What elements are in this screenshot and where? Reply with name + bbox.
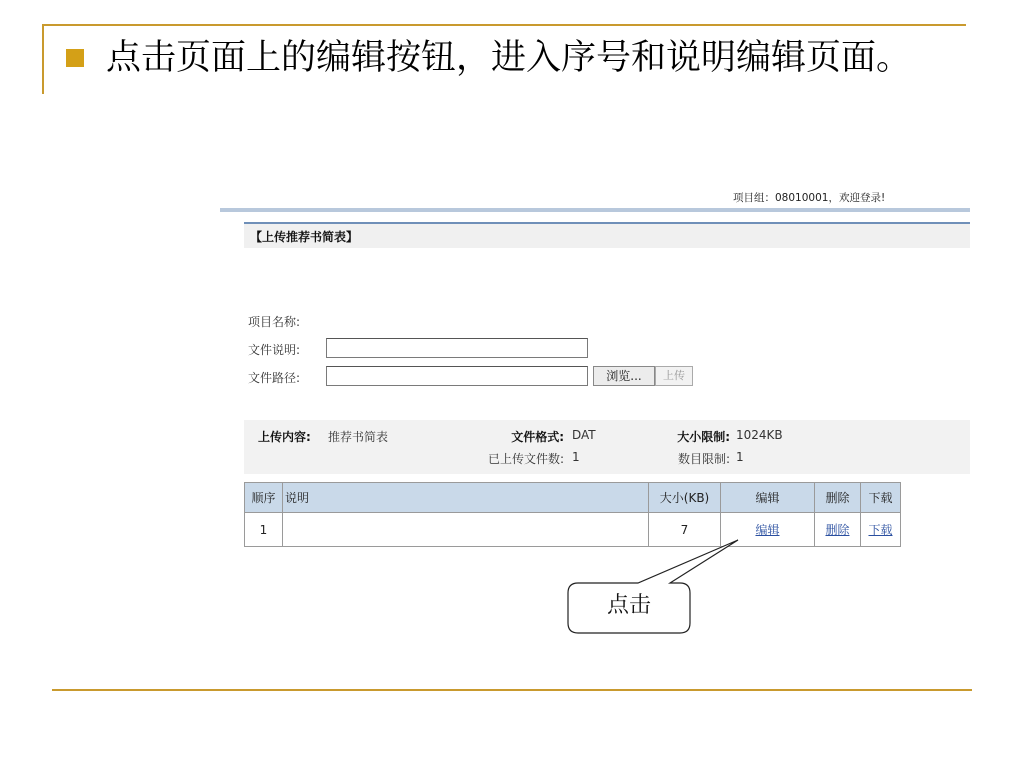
section-title: 【上传推荐书简表】 — [250, 230, 359, 244]
format-label: 文件格式: — [511, 430, 564, 444]
uploaded-count-value: 1 — [572, 450, 580, 464]
content-value: 推荐书简表 — [328, 430, 389, 444]
col-edit-header: 编辑 — [721, 483, 815, 513]
col-download-header: 下载 — [861, 483, 901, 513]
col-size-header: 大小(KB) — [649, 483, 721, 513]
project-name-label: 项目名称: — [248, 315, 301, 329]
col-order-header: 顺序 — [245, 483, 283, 513]
callout-text: 点击 — [606, 593, 651, 618]
count-limit-label: 数目限制: — [677, 452, 730, 466]
delete-link[interactable]: 删除 — [825, 523, 850, 537]
col-delete-header: 删除 — [815, 483, 861, 513]
path-label: 文件路径: — [248, 371, 301, 385]
format-value: DAT — [572, 428, 596, 442]
browse-button[interactable]: 浏览... — [593, 366, 655, 386]
size-limit-label: 大小限制: — [677, 430, 730, 444]
col-description-header: 说明 — [283, 483, 649, 513]
row-size: 7 — [649, 513, 721, 547]
welcome-message: 项目组：08010001，欢迎登录! — [733, 192, 886, 204]
edit-link[interactable]: 编辑 — [755, 523, 780, 537]
count-limit-value: 1 — [736, 450, 744, 464]
content-label: 上传内容: — [258, 430, 311, 444]
download-link[interactable]: 下载 — [868, 523, 893, 537]
size-limit-value: 1024KB — [736, 428, 783, 442]
upload-button[interactable]: 上传 — [655, 366, 693, 386]
row-order: 1 — [245, 513, 283, 547]
uploaded-count-label: 已上传文件数: — [487, 452, 564, 466]
description-label: 文件说明: — [248, 343, 301, 357]
slide-title: 点击页面上的编辑按钮，进入序号和说明编辑页面。 — [106, 38, 912, 78]
